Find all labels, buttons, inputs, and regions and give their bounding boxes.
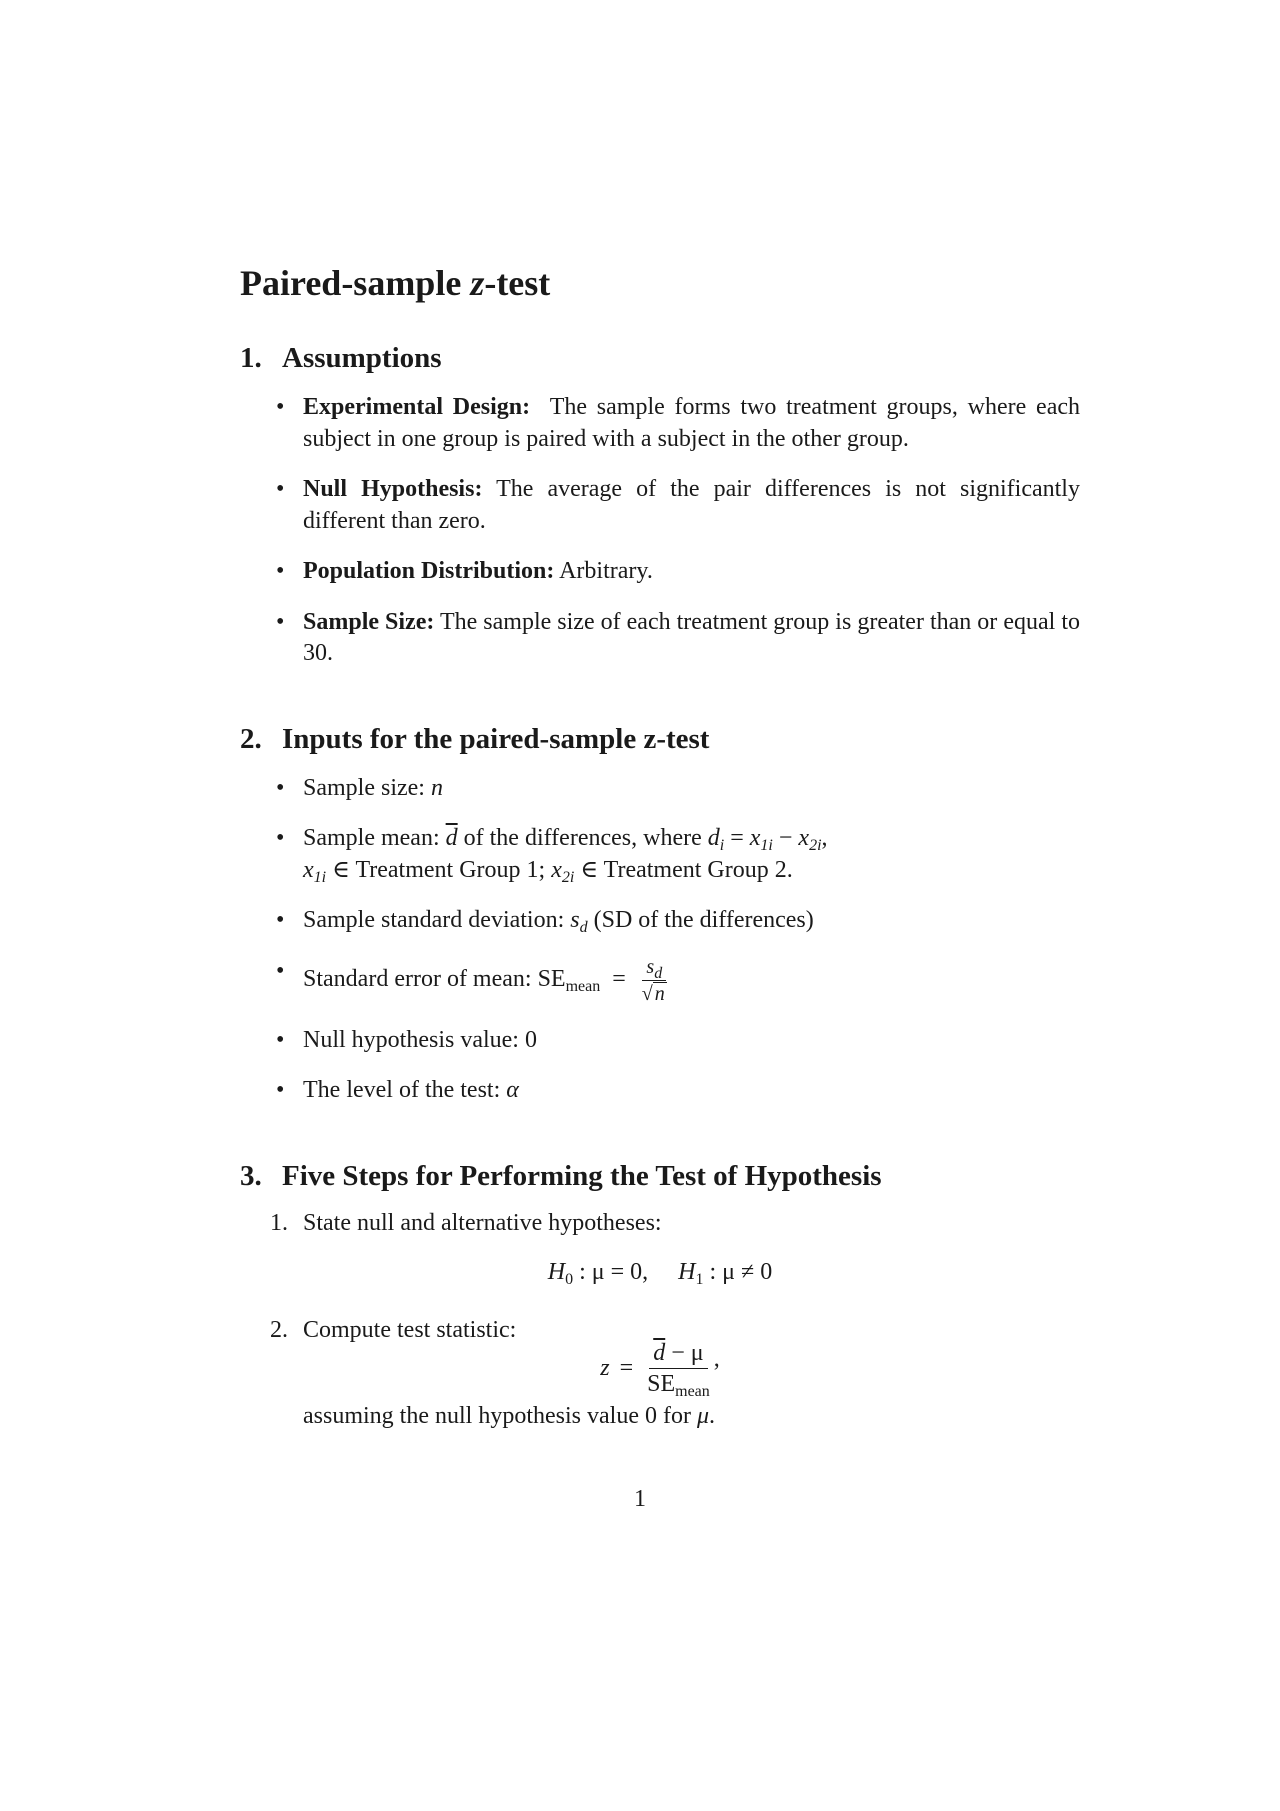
math-op: −	[778, 825, 793, 851]
item-text: The average of the pair differences is not significantly different than zero.	[303, 476, 1080, 534]
steps-list	[240, 1208, 1080, 1433]
math-var: s	[646, 955, 655, 978]
document-content	[240, 258, 1080, 1433]
z-statistic-equation	[240, 1340, 1080, 1400]
math-var: $\overline{d}$	[445, 825, 458, 851]
title-text: Paired-sample	[240, 263, 471, 303]
math-sub: mean	[565, 977, 601, 995]
list-item-null-value	[303, 1025, 1080, 1057]
math-var: H	[678, 1259, 696, 1285]
list-item	[303, 556, 1080, 588]
math-var: d	[707, 825, 720, 851]
section-title: Five Steps for Performing the Test of Hypothesis	[282, 1159, 882, 1192]
list-item-level	[303, 1075, 1080, 1107]
math-sub: d	[579, 919, 588, 936]
section-number: 2.	[240, 722, 262, 755]
item-label: Standard error of mean:	[303, 965, 532, 992]
item-label: Sample size:	[303, 774, 425, 801]
math-expr: : μ = 0,	[573, 1259, 649, 1285]
item-text: ∈ Treatment Group 1;	[332, 856, 546, 883]
item-label: Experimental Design:	[303, 394, 531, 420]
page-number: 1	[634, 1486, 646, 1512]
math-sub: i	[719, 837, 725, 854]
math-sub: 1i	[313, 868, 327, 886]
title-variable: z	[470, 263, 485, 303]
math-sub: 2i	[561, 868, 575, 886]
math-var: μ	[696, 1403, 709, 1429]
math-var: n	[654, 982, 665, 1005]
math-expr: − μ	[665, 1340, 704, 1366]
math-var: x	[303, 856, 314, 883]
list-item-std-error	[303, 956, 1080, 1005]
list-item-sample-mean: • Sample mean: $\overline{d}$ of the differences, where $d_i = x_{1i} - x_{2i}$, $x_{1i}$ ∈ Treatment Group 1; $x_{2i}$ ∈ Treatment Group 2.	[303, 823, 1080, 886]
item-value: 0	[524, 1026, 537, 1053]
section-number: 3.	[240, 1159, 262, 1192]
math-sub: mean	[675, 1383, 710, 1400]
item-label: Population Distribution:	[303, 558, 555, 584]
item-label: Sample standard deviation:	[303, 907, 565, 933]
math-var: x	[749, 825, 761, 851]
step-item-1	[270, 1208, 1080, 1289]
math-var: H	[547, 1259, 566, 1285]
assumptions-list	[240, 392, 1080, 670]
item-label: Sample Size:	[303, 608, 435, 635]
list-item	[303, 474, 1080, 537]
sqrt-icon: √ n	[641, 982, 665, 1005]
step-text: Compute test statistic:	[303, 1316, 517, 1343]
se-fraction	[638, 956, 671, 1005]
step-number: 1.	[270, 1209, 288, 1236]
item-text: ∈ Treatment Group 2.	[580, 856, 793, 883]
list-item	[303, 392, 1080, 455]
list-item	[303, 607, 1080, 670]
math-op: =	[619, 1354, 634, 1381]
title-suffix: -test	[484, 263, 551, 303]
section-heading-steps	[240, 1156, 1080, 1196]
math-var: n	[430, 774, 443, 801]
math-sub: 1i	[760, 837, 773, 854]
section-title: Inputs for the paired-sample z-test	[282, 722, 710, 755]
item-label: The level of the test:	[303, 1077, 501, 1103]
item-label: Null Hypothesis:	[303, 476, 483, 502]
math-var: x	[551, 856, 562, 883]
item-text: The sample forms two treatment groups, where each subject in one group is paired with a subject in the other group.	[303, 394, 1081, 452]
math-var: x	[798, 825, 810, 851]
list-item-sample-size	[303, 773, 1080, 805]
step-number: 2.	[270, 1316, 288, 1343]
step-text: State null and alternative hypotheses:	[303, 1209, 662, 1236]
item-text: Arbitrary.	[559, 558, 653, 584]
section-title: Assumptions	[282, 342, 442, 374]
math-punct: ,	[713, 1345, 720, 1372]
math-se: SE	[537, 965, 566, 992]
section-heading-inputs	[240, 719, 1080, 759]
math-var: z	[600, 1354, 610, 1381]
page-title	[240, 258, 1080, 308]
step-text: assuming the null hypothesis value 0 for	[303, 1403, 691, 1429]
math-var: $\overline{d}$	[653, 1340, 666, 1366]
math-punct: .	[709, 1403, 715, 1429]
math-sub: d	[654, 964, 663, 982]
list-item-sample-sd	[303, 905, 1080, 937]
math-sub: 2i	[809, 837, 822, 854]
math-se: SE	[647, 1371, 676, 1397]
math-var: α	[506, 1077, 519, 1103]
item-label: Null hypothesis value:	[303, 1026, 519, 1053]
step-item-2	[270, 1315, 1080, 1433]
z-fraction	[643, 1340, 714, 1400]
math-op: =	[612, 965, 626, 992]
math-punct: ,	[821, 825, 828, 851]
math-expr: : μ ≠ 0	[703, 1259, 773, 1285]
math-sub: 1	[695, 1271, 704, 1288]
item-label: Sample mean:	[303, 825, 440, 851]
math-var: s	[570, 907, 580, 933]
step-note	[303, 1401, 1080, 1433]
item-text: of the differences, where	[463, 825, 702, 851]
inputs-list	[240, 773, 1080, 1107]
item-text: The sample size of each treatment group is greater than or equal to 30.	[303, 608, 1080, 666]
section-number: 1.	[240, 342, 262, 374]
section-heading-assumptions	[240, 338, 1080, 378]
hypotheses-equation	[240, 1257, 1080, 1289]
item-text: (SD of the differences)	[593, 907, 814, 933]
math-sub: 0	[565, 1271, 574, 1288]
